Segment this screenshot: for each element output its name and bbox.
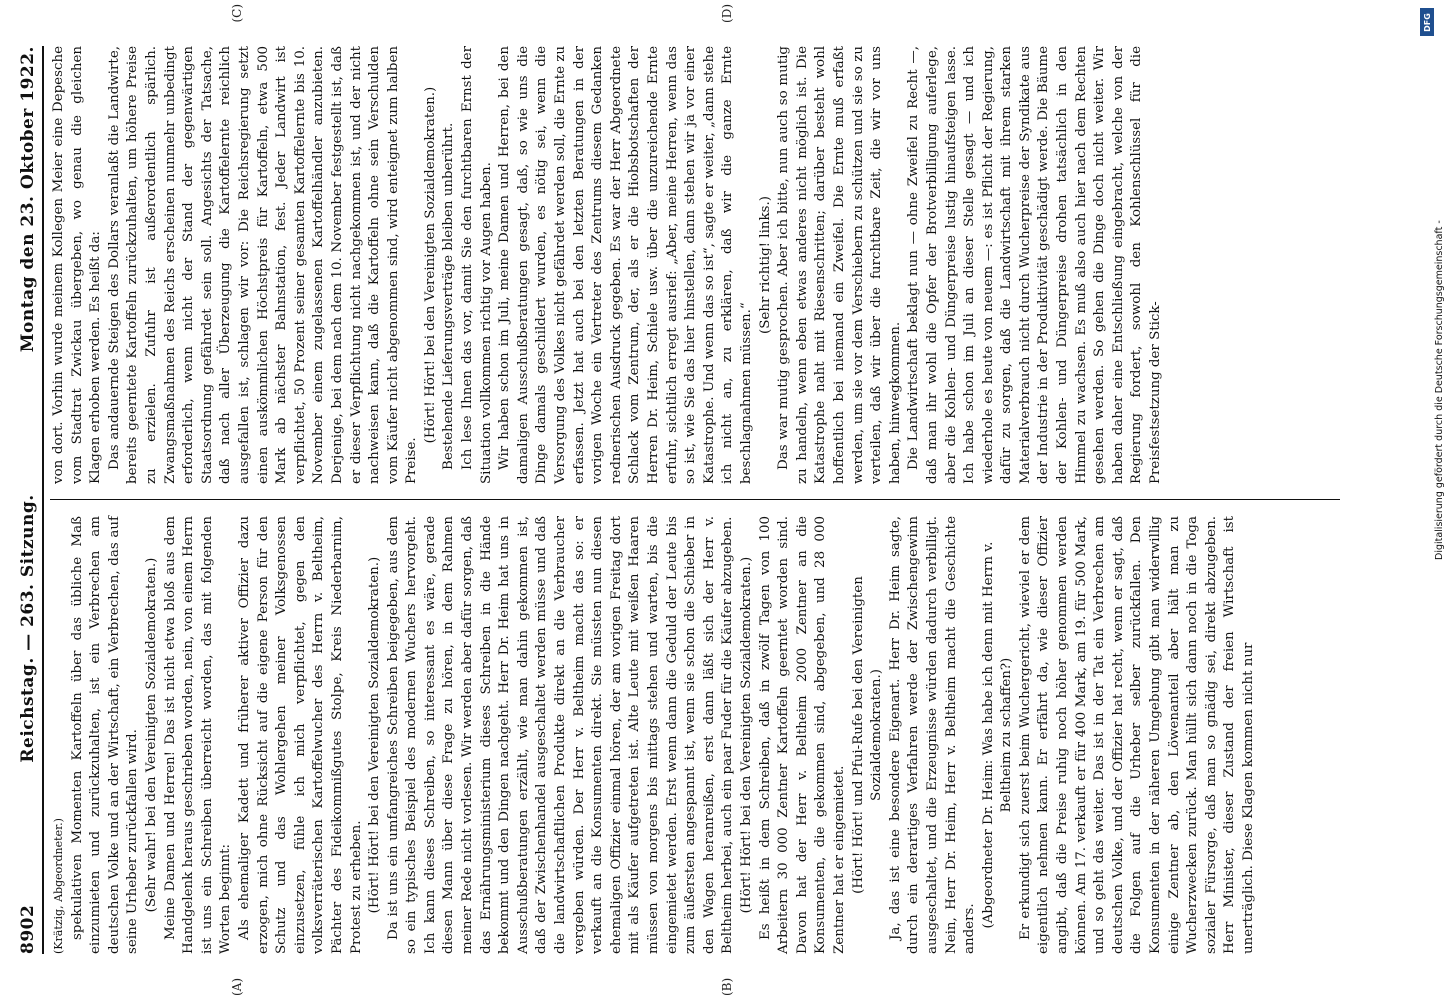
credit-text: Digitalisierung gefördert durch die Deutsche Forschungsgemeinschaft -	[1434, 220, 1445, 560]
header-date: Montag den 23. Oktober 1922.	[18, 46, 38, 353]
interjection: (Hört! Hört! bei den Vereinigten Sozialdemokraten.)	[422, 86, 438, 444]
paragraph: Das andauernde Steigen des Dollars veranlaßt die Landwirte, bereits geerntete Kartoffeln zurückzuhalten, um höhere Preise zu erzielen. Zufuhr ist außerordentlich spärlich. Zwangsmaßnahmen des Reichs erscheinen nunmehr unbedingt erforderlich, wenn nicht der Stand der gegenwärtigen Staatsordnung gefährdet sein soll. Angesichts der Tatsache, daß nach aller Überzeugung die Kartoffelernte reichlich ausgefallen ist, schlagen wir vor: Die Reichsregierung setzt einen auskömmlichen Höchstpreis für Kartoffeln, etwa 500 Mark ab nächster Bahnstation, fest. Jeder Landwirt ist verpflichtet, 50 Prozent seiner gesamten Kartoffelernte bis 10. November einem zugelassenen Kartoffelhändler anzubieten. Derjenige, bei dem nach dem 10. November festgestellt ist, daß er dieser Verpflichtung nicht nachgekommen ist, und der nicht nachweisen kann, daß die Kartoffeln ohne sein Verschulden vom Käufer nicht abgenommen sind, wird enteignet zum halben Preise.	[106, 46, 420, 484]
interjection: (Hört! Hört! und Pfui-Rufe bei den Vereinigten Sozialdemokraten.)	[850, 576, 885, 894]
paragraph: Wir haben schon im Juli, meine Damen und Herren, bei den damaligen Ausschußberatungen gesagt, daß, so wie uns die Dinge damals geschildert wurden, es nötig sei, wenn die Versorgung des Volkes nicht gefährdet werden soll, die Ernte zu erfassen. Jetzt hat auch bei den letzten Beratungen in der vorigen Woche ein Vertreter des Zentrums diesem Gedanken rednerischen Ausdruck gegeben. Es war der Herr Abgeordnete Schlack vom Zentrum, der, als er die Hiobsbotschaften der Herren Dr. Heim, Schiele usw. über die unzureichende Ernte erfuhr, sichtlich erregt ausrief: „Aber, meine Herren, wenn das so ist, wie Sie das hier hinstellen, dann stehen wir ja vor einer Katastrophe. Und wenn das so ist“, sagte er weiter, „dann stehe ich nicht an, zu erklären, daß wir die ganze Ernte beschlagnahmen müssen.“	[497, 46, 754, 484]
interjection: (Hört! Hört! bei den Vereinigten Sozialdemokraten.)	[738, 556, 754, 914]
text-columns	[50, 46, 1340, 954]
paragraph: Da ist uns ein umfangreiches Schreiben beigegeben, aus dem so ein typisches Beispiel des modernen Wuchers hervorgeht. Ich kann dieses Schreiben, so interessant es wäre, gerade diesen Mann über diese Frage zu hören, in dem Rahmen meiner Rede nicht vorlesen. Wir werden aber dafür sorgen, daß das Ernährungsministerium dieses Schreiben in die Hände bekommt und den Dingen nachgeht. Herr Dr. Heim hat uns in Ausschußberatungen erzählt, wie man dahin gekommen ist, daß der Zwischenhandel ausgeschaltet werden müsse und daß die landwirtschaftlichen Produkte direkt an die Verbraucher vergeben würden. Der Herr v. Beltheim macht das so: er verkauft an die Konsumenten direkt. Sie müssten nun diesen ehemaligen Offizier einmal hören, der am vorigen Freitag dort mit als Käufer aufgetreten ist. Alte Leute mit weißen Haaren müssen von morgens bis mittags stehen und warten, bis die eingemietet werden. Erst wenn dann die Geduld der Leute bis zum äußersten angespannt ist, wenn sie schon die Schieber in den Wagen heranreißen, erst dann läßt sich der Herr v. Beltheim herbei, auch ein paar Fuder für die Käufer abzugeben.	[385, 516, 736, 954]
paragraph: von dort. Vorhin wurde meinem Kollegen Meier eine Depesche vom Stadtrat Zwickau übergeben, wo genau die gleichen Klagen erhoben werden. Es heißt da:	[51, 46, 104, 484]
digitization-credit	[1420, 0, 1445, 1000]
interjection: (Sehr wahr! bei den Vereinigten Sozialdemokraten.)	[143, 557, 159, 913]
paragraph: Bestehende Lieferungsverträge bleiben unberührt.	[441, 122, 457, 470]
interjection: (Abgeordneter Dr. Heim: Was habe ich denn mit Herrn v. Beltheim zu schaffen?)	[980, 541, 1015, 929]
header-title: Reichstag. — 263. Sitzung.	[18, 494, 38, 763]
paragraph: Das war mutig gesprochen. Aber ich bitte, nun auch so mutig zu handeln, wenn eben etwas anderes nicht möglich ist. Die Katastrophe naht mit Riesenschritten; darüber besteht wohl hoffentlich bei niemand ein Zweifel. Die Ernte muß erfaßt werden, um sie vor dem Verschiebern zu schützen und sie so zu verteilen, daß wir über die furchtbare Zeit, die wir vor uns haben, hinwegkommen.	[776, 46, 903, 484]
paragraph: Er erkundigt sich zuerst beim Wuchergericht, wieviel er dem eigentlich nehmen kann. Er erfährt da, wie dieser Offizier angibt, daß die Preise ruhig noch höher genommen werden können. Am 17. verkauft er für 400 Mark, am 19. für 500 Mark, und so geht das weiter. Das ist in der Tat ein Verbrechen am deutschen Volke, und der Offizier hat recht, wenn er sagt, daß die Folgen auf die Urheber selber zurückfallen. Den Konsumenten in der näheren Umgebung gibt man widerwillig einige Zentner ab, den Löwenanteil aber hält man zu Wucherzwecken zurück. Man hüllt sich dann noch in die Toga sozialer Fürsorge, daß man so gnädig sei, direkt abzugeben. Herr Minister, dieser Zustand der freien Wirtschaft ist unerträglich. Diese Klagen kommen nicht nur	[1017, 516, 1256, 954]
paragraph: Die Landwirtschaft beklagt nun — ohne Zweifel zu Recht —, daß man ihr wohl die Opfer der Brotverbilligung auferlege, aber die Kohlen- und Düngerpreise lustig hinaufsteigen lasse. Ich habe schon im Juli an dieser Stelle gesagt — und ich wiederhole es heute von neuem —: es ist Pflicht der Regierung, dafür zu sorgen, daß die Landwirtschaft mit ihrem starken Materialverbrauch nicht durch Wucherpreise der Syndikate aus der Industrie in der Produktivität geschädigt werde. Die Bäume der Kohlen- und Düngerpreise drohen tatsächlich in den Himmel zu wachsen. Es muß also auch hier nach dem Rechten gesehen werden. So gehen die Dinge doch nicht weiter. Wir haben daher eine Entschließung eingebracht, welche von der Regierung fordert, sowohl den Kohlenschlüssel für die Preisfestsetzung der Stick-	[906, 46, 1164, 484]
paragraph: spekulativen Momenten Kartoffeln über das übliche Maß einzumieten und zurückzuhalten, ist ein Verbrechen am deutschen Volke und an der Wirtschaft, ein Verbrechen, das auf seine Urheber zurückfallen wird.	[69, 516, 141, 954]
paragraph: Ja, das ist eine besondere Eigenart. Herr Dr. Heim sagte, durch ein derartiges Verfahren werde der Zwischengewinn ausgeschaltet, und die Erzeugnisse würden dadurch verbilligt. Nein, Herr Dr. Heim, Herr v. Beltheim macht die Geschichte anders.	[887, 516, 978, 954]
dfg-logo: DFG	[1420, 8, 1434, 36]
right-column	[50, 46, 1340, 484]
interjection: (Sehr richtig! links.)	[757, 196, 773, 334]
margin-marker-a: (A)	[230, 977, 244, 996]
running-header	[18, 46, 44, 954]
interjection: (Hört! Hört! bei den Vereinigten Sozialdemokraten.)	[367, 556, 383, 914]
margin-marker-c: (C)	[230, 4, 244, 23]
paragraph: Als ehemaliger Kadett und früherer aktiver Offizier dazu erzogen, mich ohne Rücksicht auf die eigene Person für den Schutz und das Wohlergehen meiner Volksgenossen einzusetzen, fühle ich mich verpflichtet, gegen den volksverräterischen Kartoffelwucher des Herrn v. Beltheim, Pächter des Fideikommißgutes Stolpe, Kreis Niederbarnim, Protest zu erheben.	[236, 516, 364, 954]
left-column	[50, 516, 1340, 954]
page-number: 8902	[18, 904, 38, 954]
margin-marker-d: (D)	[720, 4, 734, 23]
paragraph: Ich lese Ihnen das vor, damit Sie den furchtbaren Ernst der Situation vollkommen richtig vor Augen haben.	[460, 46, 494, 484]
margin-marker-b: (B)	[720, 977, 734, 996]
paragraph: Meine Damen und Herren! Das ist nicht etwa bloß aus dem Handgelenk heraus geschrieben worden, nein, von einem Herrn ist uns ein Schreiben überreicht worden, das mit folgenden Worten beginnt:	[162, 516, 234, 954]
paragraph: (Krätzig, Abgeordneter.)	[52, 818, 65, 954]
paragraph: Es heißt in dem Schreiben, daß in zwölf Tagen von 100 Arbeitern 30 000 Zentner Kartoffeln geerntet worden sind. Davon hat der Herr v. Beltheim 2000 Zentner an die Konsumenten, die gekommen sind, abgegeben, und 28 000 Zentner hat er eingemietet.	[757, 516, 847, 954]
